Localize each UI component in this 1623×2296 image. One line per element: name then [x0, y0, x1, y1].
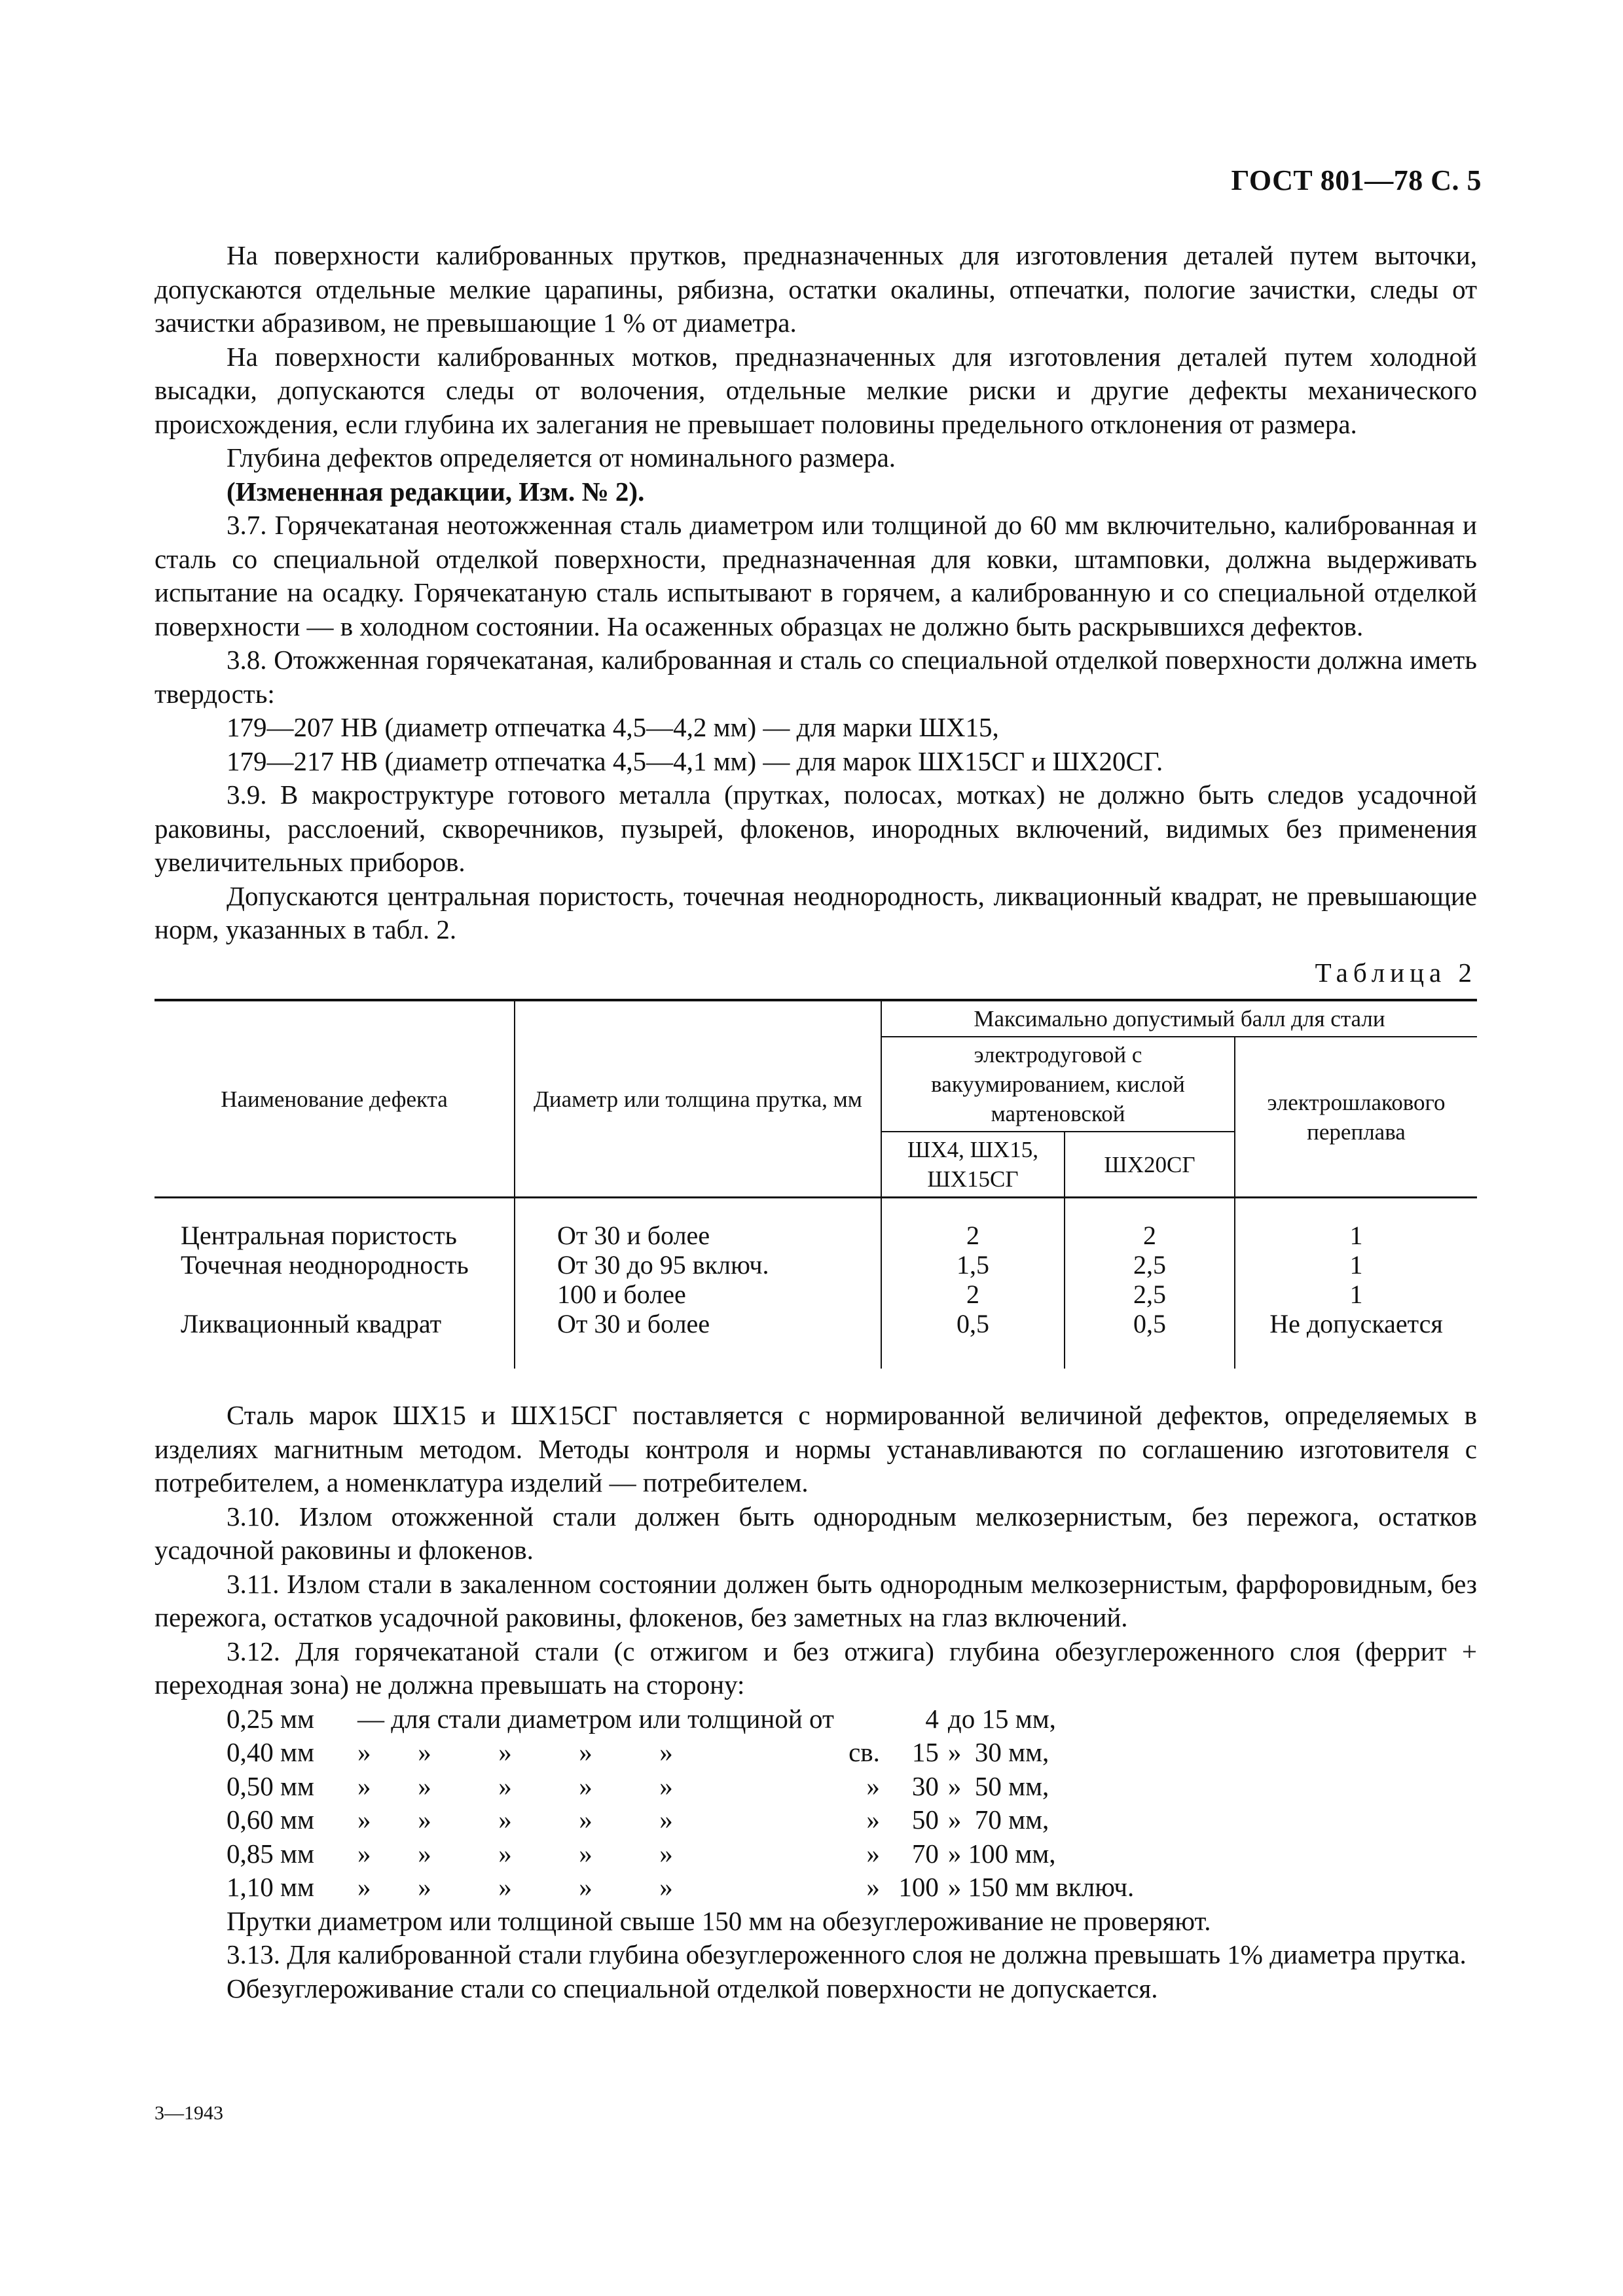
range-to: » 70 мм, — [947, 1804, 1049, 1835]
col-header-subgroup: электродуговой с вакуумированием, кислой мартеновской — [881, 1037, 1235, 1132]
paragraph: Сталь марок ШХ15 и ШХ15СГ поставляется с нормированной величиной дефектов, определяемых в изделиях магнитным методом. Методы контроля и нормы устанавливаются по соглашению изготовителя с потребителем, а номенклатура изделий — потребителем. — [155, 1400, 1477, 1498]
list-item — [227, 1770, 1134, 1804]
paragraph: Допускаются центральная пористость, точечная неоднородность, ликвационный квадрат, не превышающие норм, указанных в табл. 2. — [155, 880, 1477, 944]
hardness-line: 179—207 НВ (диаметр отпечатка 4,5—4,2 мм) — для марки ШХ15, — [227, 712, 999, 742]
col-header-group: Максимально допустимый балл для стали — [881, 1000, 1477, 1037]
condition-text: » » » » » — [357, 1804, 673, 1835]
prefix: св. — [848, 1737, 880, 1767]
table-row — [155, 1309, 1477, 1369]
clause-3-10: 3.10. Излом отожженной стали должен быть однородным мелкозернистым, без пережога, остатков усадочной раковины и флокенов. — [155, 1501, 1477, 1565]
cell-grade2: 2,5 — [1065, 1280, 1235, 1309]
cell-defect: Ликвационный квадрат — [155, 1309, 515, 1369]
range-to: » 50 мм, — [947, 1770, 1049, 1801]
condition-text: » » » » » — [357, 1872, 673, 1902]
cell-electroslag: 1 — [1235, 1250, 1477, 1280]
clause-3-11: 3.11. Излом стали в закаленном состоянии должен быть однородным мелкозернистым, фарфоровидным, без пережога, остатков усадочной раковины, флокенов, без заметных на глаз включений. — [155, 1568, 1477, 1632]
prefix — [834, 1702, 880, 1736]
list-item — [227, 1837, 1134, 1871]
amendment-note: (Измененная редакции, Изм. № 2). — [227, 476, 645, 507]
prefix: » — [866, 1838, 880, 1869]
condition-text: » » » » » — [357, 1838, 673, 1869]
cell-electroslag: Не допускается — [1235, 1309, 1477, 1369]
clause-3-13: 3.13. Для калиброванной стали глубина обезуглероженного слоя не должна превышать 1% диаметра прутка. — [227, 1939, 1467, 1969]
condition-text: » » » » » — [357, 1770, 673, 1801]
range-from: 4 — [925, 1703, 939, 1734]
table-row — [155, 1280, 1477, 1309]
range-from: 100 — [898, 1872, 939, 1902]
paragraph: Обезуглероживание стали со специальной отделкой поверхности не допускается. — [227, 1973, 1158, 2003]
table-caption: Таблица 2 — [1315, 957, 1477, 988]
table-row — [155, 1250, 1477, 1280]
list-item — [227, 1803, 1134, 1837]
paragraph: На поверхности калиброванных прутков, предназначенных для изготовления деталей путем выточки, допускаются отдельные мелкие царапины, рябизна, остатки окалины, отпечатки, пологие зачистки, следы от зачистки абразивом, не превышающие 1 % от диаметра. — [155, 240, 1477, 338]
page-body — [155, 239, 1477, 2005]
depth-value: 0,85 мм — [227, 1838, 314, 1869]
list-item — [227, 1702, 1134, 1736]
table-row — [155, 1198, 1477, 1251]
col-header-electroslag: электрошлакового переплава — [1235, 1037, 1477, 1198]
cell-grade2: 0,5 — [1065, 1309, 1235, 1369]
clause-3-7: 3.7. Горячекатаная неотожженная сталь диаметром или толщиной до 60 мм включительно, калиброванная и сталь со специальной отделкой поверхности, предназначенная для ковки, штамповки, должна выдерживать испытание на осадку. Горячекатаную сталь испытывают в горячем, а калиброванную и со специальной отделкой поверхности — в холодном состоянии. На осаженных образцах не должно быть раскрывшихся дефектов. — [155, 510, 1477, 641]
col-header-diameter: Диаметр или толщина прутка, мм — [515, 1000, 881, 1198]
prefix: » — [866, 1872, 880, 1902]
depth-value: 0,50 мм — [227, 1770, 314, 1801]
cell-grade1: 1,5 — [881, 1250, 1065, 1280]
cell-diameter: От 30 до 95 включ. — [515, 1250, 881, 1280]
depth-value: 0,25 мм — [227, 1703, 314, 1734]
cell-defect: Центральная пористость — [155, 1198, 515, 1251]
paragraph: Прутки диаметром или толщиной свыше 150 мм на обезуглероживание не проверяют. — [227, 1905, 1211, 1936]
cell-defect — [155, 1280, 515, 1309]
prefix: » — [866, 1770, 880, 1801]
page-header: ГОСТ 801—78 С. 5 — [1231, 164, 1482, 196]
page-footer-code: 3—1943 — [155, 2102, 223, 2124]
paragraph: Глубина дефектов определяется от номинального размера. — [227, 442, 896, 473]
cell-electroslag: 1 — [1235, 1198, 1477, 1251]
clause-3-9: 3.9. В макроструктуре готового металла (прутках, полосах, мотках) не должно быть следов усадочной раковины, расслоений, скворечников, пузырей, флокенов, инородных включений, видимых без применения увеличительных приборов. — [155, 780, 1477, 877]
clause-3-8: 3.8. Отожженная горячекатаная, калиброванная и сталь со специальной отделкой поверхности должна иметь твердость: — [155, 645, 1477, 709]
col-header-grade2: ШХ20СГ — [1065, 1132, 1235, 1198]
range-to: до 15 мм, — [947, 1703, 1056, 1734]
cell-grade2: 2,5 — [1065, 1250, 1235, 1280]
range-to: » 100 мм, — [947, 1838, 1056, 1869]
condition-text: — для стали диаметром или толщиной от — [357, 1703, 834, 1734]
cell-grade1: 2 — [881, 1198, 1065, 1251]
paragraph: На поверхности калиброванных мотков, предназначенных для изготовления деталей путем холодной высадки, допускаются следы от волочения, отдельные мелкие риски и другие дефекты механического происхождения, если глубина их залегания не превышает половины предельного отклонения от размера. — [155, 341, 1477, 439]
cell-electroslag: 1 — [1235, 1280, 1477, 1309]
cell-grade1: 0,5 — [881, 1309, 1065, 1369]
range-from: 70 — [911, 1838, 939, 1869]
col-header-grade1: ШХ4, ШХ15, ШХ15СГ — [881, 1132, 1065, 1198]
range-to: » 30 мм, — [947, 1737, 1049, 1767]
cell-grade1: 2 — [881, 1280, 1065, 1309]
prefix: » — [866, 1804, 880, 1835]
cell-diameter: От 30 и более — [515, 1198, 881, 1251]
range-from: 15 — [911, 1737, 939, 1767]
depth-value: 0,60 мм — [227, 1804, 314, 1835]
condition-text: » » » » » — [357, 1737, 673, 1767]
clause-3-12: 3.12. Для горячекатаной стали (с отжигом и без отжига) глубина обезуглероженного слоя (феррит + переходная зона) не должна превышать на сторону: — [155, 1636, 1477, 1700]
cell-grade2: 2 — [1065, 1198, 1235, 1251]
cell-defect: Точечная неоднородность — [155, 1250, 515, 1280]
list-item — [227, 1736, 1134, 1770]
depth-value: 1,10 мм — [227, 1872, 314, 1902]
hardness-line: 179—217 НВ (диаметр отпечатка 4,5—4,1 мм) — для марок ШХ15СГ и ШХ20СГ. — [227, 745, 1163, 776]
range-from: 30 — [911, 1770, 939, 1801]
list-item — [227, 1871, 1134, 1905]
cell-diameter: 100 и более — [515, 1280, 881, 1309]
range-to: » 150 мм включ. — [947, 1872, 1135, 1902]
range-from: 50 — [911, 1804, 939, 1835]
decarburization-list — [227, 1702, 1134, 1905]
cell-diameter: От 30 и более — [515, 1309, 881, 1369]
defects-table — [155, 999, 1477, 1369]
col-header-defect: Наименование дефекта — [155, 1000, 515, 1198]
depth-value: 0,40 мм — [227, 1737, 314, 1767]
